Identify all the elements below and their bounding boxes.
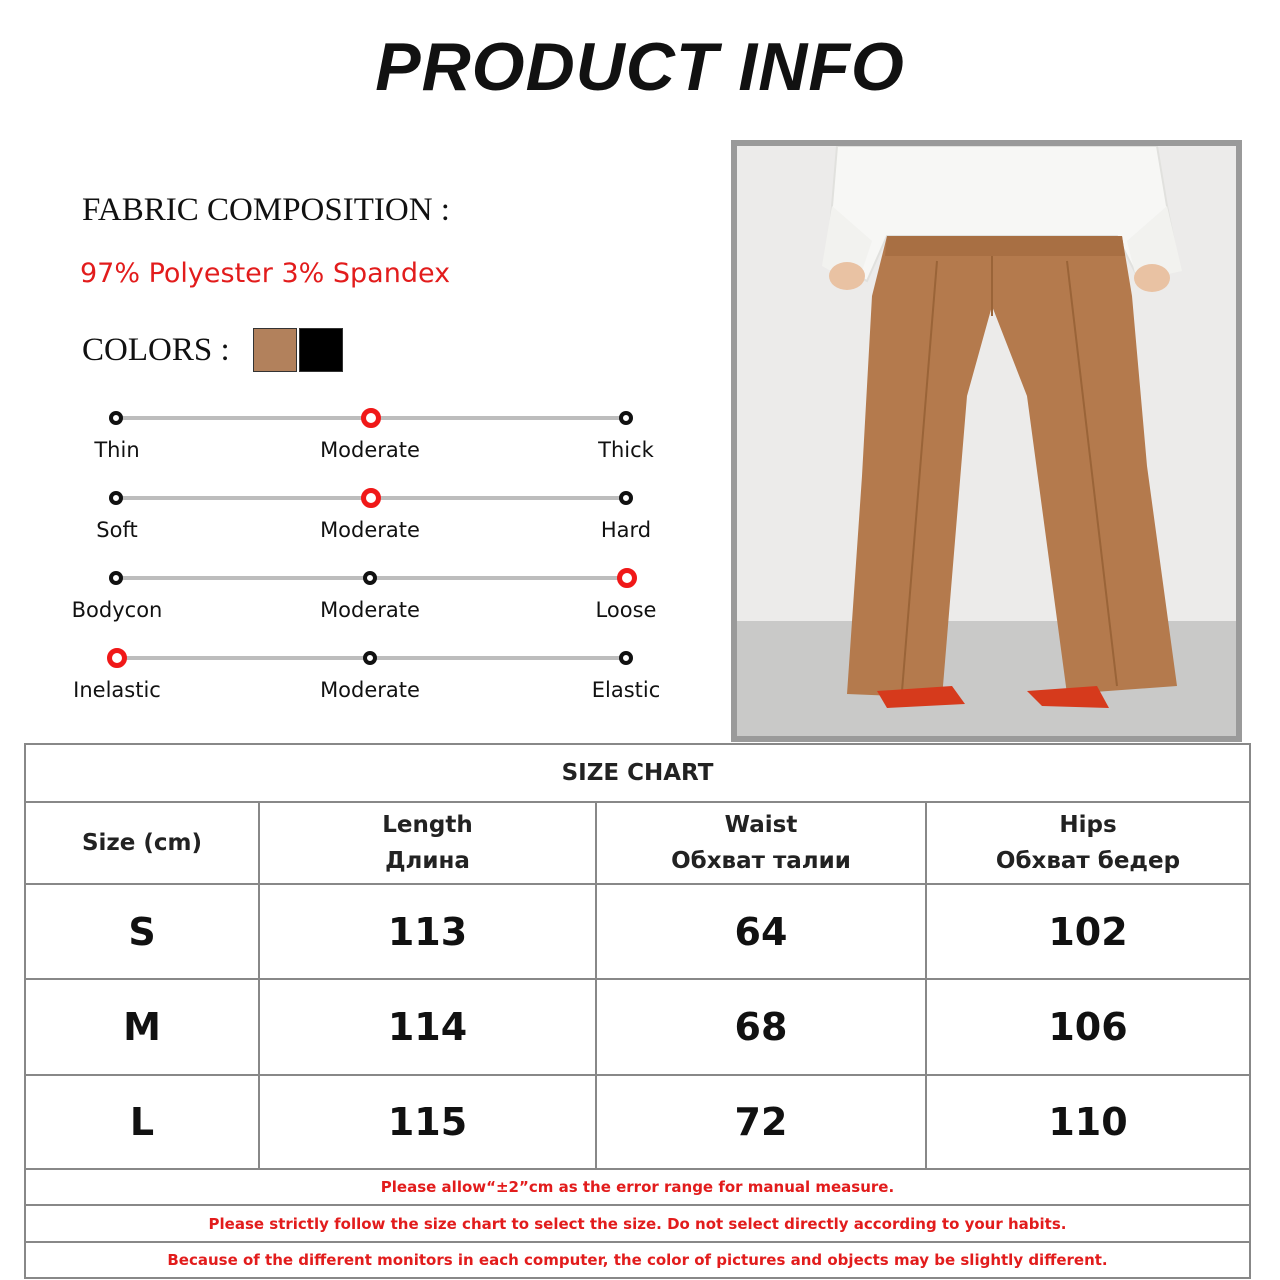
header-hips-label-ru: Обхват бедер	[995, 848, 1181, 874]
scale-dot-left	[109, 411, 123, 425]
color-swatch-black[interactable]	[299, 328, 343, 372]
scale-label-right: Elastic	[591, 678, 661, 702]
scale-dot-right	[619, 491, 633, 505]
scale-label-right: Hard	[600, 518, 652, 542]
colors-label: COLORS :	[82, 332, 230, 368]
header-cell-hips	[927, 803, 1249, 883]
page-title: PRODUCT INFO	[375, 29, 905, 105]
scale-dot-middle	[361, 488, 381, 508]
scale-label-left: Soft	[96, 518, 138, 542]
scale-label-middle: Moderate	[320, 438, 420, 462]
header-waist-label-ru: Обхват талии	[671, 848, 851, 874]
hips-cell: 110	[1048, 1100, 1128, 1144]
size-chart-title-row	[26, 745, 1249, 803]
scale-label-left: Inelastic	[73, 678, 161, 702]
table-row	[26, 980, 1249, 1076]
header-cell-length	[260, 803, 597, 883]
scale-fit	[0, 576, 720, 636]
header-waist-label: Waist	[724, 812, 798, 838]
note-error-range: Please allow“±2”cm as the error range for manual measure.	[380, 1178, 895, 1196]
note-row	[26, 1206, 1249, 1243]
hips-cell: 106	[1048, 1005, 1128, 1049]
color-swatch-camel[interactable]	[253, 328, 297, 372]
size-chart-title: SIZE CHART	[561, 760, 714, 786]
table-row	[26, 1076, 1249, 1170]
header-length-label: Length	[382, 812, 473, 838]
scale-label-right: Thick	[598, 438, 654, 462]
size-cell: M	[26, 980, 260, 1074]
scale-label-middle: Moderate	[320, 678, 420, 702]
scale-dot-right	[619, 411, 633, 425]
product-photo-illustration	[737, 146, 1236, 736]
length-cell: 113	[260, 885, 597, 978]
header-hips-label: Hips	[1059, 812, 1117, 838]
note-row	[26, 1170, 1249, 1206]
scale-label-middle: Moderate	[320, 598, 420, 622]
table-row	[26, 885, 1249, 980]
scale-dot-middle	[363, 571, 377, 585]
waist-cell: 64	[597, 885, 927, 978]
scale-thickness	[0, 416, 720, 476]
scale-label-left: Bodycon	[71, 598, 163, 622]
scale-label-middle: Moderate	[320, 518, 420, 542]
scale-dot-left	[109, 491, 123, 505]
product-photo	[731, 140, 1242, 742]
note-color-difference: Because of the different monitors in each computer, the color of pictures and objects may be slightly different.	[167, 1251, 1108, 1269]
size-chart-table	[24, 743, 1251, 1279]
length-cell: 114	[260, 980, 597, 1074]
scale-dot-left	[107, 648, 127, 668]
size-chart-header-row	[26, 803, 1249, 885]
header-cell-size	[26, 803, 260, 883]
header-cell-waist	[597, 803, 927, 883]
scale-dot-middle	[361, 408, 381, 428]
waist-cell: 68	[597, 980, 927, 1074]
scale-label-right: Loose	[595, 598, 657, 622]
scale-dot-right	[619, 651, 633, 665]
size-cell: S	[26, 885, 260, 978]
fabric-composition-label: FABRIC COMPOSITION :	[82, 192, 450, 228]
scale-dot-left	[109, 571, 123, 585]
length-cell: 115	[260, 1076, 597, 1168]
color-swatches	[253, 328, 343, 372]
header-length-label-ru: Длина	[385, 848, 470, 874]
note-follow-chart: Please strictly follow the size chart to select the size. Do not select directly according to your habits.	[208, 1214, 1067, 1233]
scale-softness	[0, 496, 720, 556]
fabric-composition-value: 97% Polyester 3% Spandex	[80, 258, 451, 289]
scale-dot-middle	[363, 651, 377, 665]
scale-elasticity	[0, 656, 720, 716]
scale-label-left: Thin	[94, 438, 140, 462]
header-size-label: Size (cm)	[81, 830, 203, 856]
size-cell: L	[26, 1076, 260, 1168]
note-row	[26, 1243, 1249, 1277]
hips-cell: 102	[1048, 909, 1128, 954]
waist-cell: 72	[597, 1076, 927, 1168]
scale-dot-right	[617, 568, 637, 588]
